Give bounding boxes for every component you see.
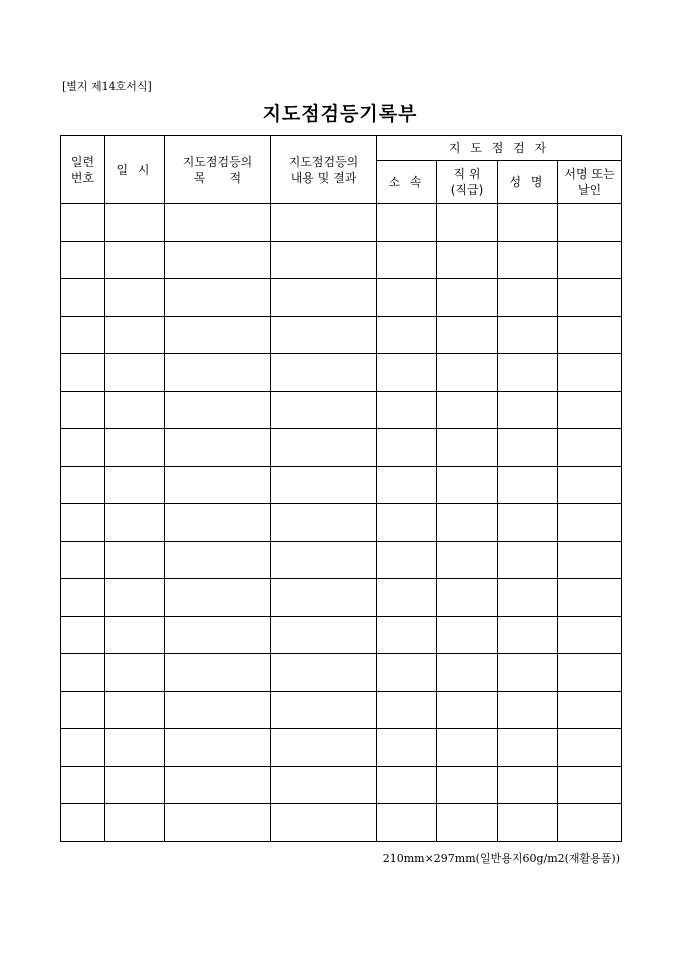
cell-affiliation	[377, 579, 437, 617]
cell-affiliation	[377, 804, 437, 842]
cell-content-result	[271, 279, 377, 317]
cell-position	[437, 616, 498, 654]
header-datetime	[105, 136, 165, 204]
cell-content-result	[271, 354, 377, 392]
cell-affiliation	[377, 429, 437, 467]
cell-affiliation	[377, 316, 437, 354]
cell-datetime	[105, 466, 165, 504]
header-affiliation	[377, 161, 437, 204]
cell-signature	[558, 654, 622, 692]
table-row	[61, 204, 622, 242]
cell-content-result	[271, 804, 377, 842]
header-content-result	[271, 136, 377, 204]
cell-affiliation	[377, 691, 437, 729]
cell-content-result	[271, 579, 377, 617]
cell-datetime	[105, 354, 165, 392]
header-signature-line2: 날인	[577, 183, 602, 197]
cell-position	[437, 804, 498, 842]
header-serial-number	[61, 136, 105, 204]
cell-serial-number	[61, 541, 105, 579]
cell-position	[437, 691, 498, 729]
cell-purpose	[165, 504, 271, 542]
cell-name	[498, 316, 558, 354]
cell-datetime	[105, 541, 165, 579]
cell-serial-number	[61, 241, 105, 279]
table-row	[61, 504, 622, 542]
cell-serial-number	[61, 316, 105, 354]
cell-content-result	[271, 616, 377, 654]
cell-datetime	[105, 279, 165, 317]
cell-serial-number	[61, 729, 105, 767]
header-signature	[558, 161, 622, 204]
cell-name	[498, 204, 558, 242]
cell-affiliation	[377, 466, 437, 504]
form-label: [별지 제14호서식]	[62, 80, 152, 93]
cell-purpose	[165, 354, 271, 392]
cell-signature	[558, 541, 622, 579]
header-signature-line1: 서명 또는	[564, 167, 615, 181]
cell-datetime	[105, 766, 165, 804]
table-body	[61, 204, 622, 842]
cell-purpose	[165, 391, 271, 429]
cell-content-result	[271, 729, 377, 767]
cell-name	[498, 766, 558, 804]
cell-purpose	[165, 579, 271, 617]
cell-position	[437, 504, 498, 542]
table-row	[61, 691, 622, 729]
table-row	[61, 654, 622, 692]
cell-name	[498, 691, 558, 729]
table-row	[61, 466, 622, 504]
cell-name	[498, 429, 558, 467]
cell-name	[498, 241, 558, 279]
cell-serial-number	[61, 504, 105, 542]
header-position	[437, 161, 498, 204]
cell-serial-number	[61, 354, 105, 392]
table-row	[61, 429, 622, 467]
cell-content-result	[271, 541, 377, 579]
cell-affiliation	[377, 616, 437, 654]
cell-purpose	[165, 804, 271, 842]
cell-datetime	[105, 729, 165, 767]
cell-purpose	[165, 279, 271, 317]
cell-datetime	[105, 691, 165, 729]
cell-position	[437, 579, 498, 617]
cell-content-result	[271, 654, 377, 692]
header-affiliation-label: 소 속	[388, 175, 425, 189]
header-serial-number-line1: 일련	[70, 154, 95, 169]
cell-signature	[558, 354, 622, 392]
table-row	[61, 354, 622, 392]
cell-datetime	[105, 204, 165, 242]
cell-serial-number	[61, 804, 105, 842]
table-row	[61, 804, 622, 842]
cell-name	[498, 466, 558, 504]
header-serial-number-line2: 번호	[70, 170, 95, 185]
cell-name	[498, 616, 558, 654]
cell-position	[437, 204, 498, 242]
cell-datetime	[105, 616, 165, 654]
cell-content-result	[271, 391, 377, 429]
cell-content-result	[271, 766, 377, 804]
cell-position	[437, 316, 498, 354]
table-row	[61, 541, 622, 579]
cell-affiliation	[377, 204, 437, 242]
table-row	[61, 316, 622, 354]
cell-signature	[558, 804, 622, 842]
header-name-label: 성 명	[509, 175, 546, 189]
cell-purpose	[165, 654, 271, 692]
inspection-record-table	[60, 135, 622, 842]
cell-content-result	[271, 429, 377, 467]
cell-position	[437, 354, 498, 392]
cell-signature	[558, 616, 622, 654]
cell-affiliation	[377, 766, 437, 804]
table-row	[61, 616, 622, 654]
paper-spec-note: 210mm×297mm(일반용지60g/m2(재활용품))	[382, 852, 620, 865]
cell-affiliation	[377, 654, 437, 692]
cell-content-result	[271, 204, 377, 242]
cell-datetime	[105, 241, 165, 279]
cell-name	[498, 804, 558, 842]
cell-content-result	[271, 691, 377, 729]
cell-position	[437, 466, 498, 504]
cell-position	[437, 729, 498, 767]
cell-purpose	[165, 204, 271, 242]
table-row	[61, 729, 622, 767]
cell-signature	[558, 391, 622, 429]
cell-serial-number	[61, 579, 105, 617]
cell-datetime	[105, 391, 165, 429]
cell-position	[437, 541, 498, 579]
cell-position	[437, 391, 498, 429]
cell-datetime	[105, 504, 165, 542]
header-purpose-line2: 목 적	[193, 170, 242, 185]
cell-name	[498, 541, 558, 579]
cell-datetime	[105, 804, 165, 842]
header-content-result-line2: 내용 및 결과	[290, 170, 357, 185]
cell-serial-number	[61, 766, 105, 804]
cell-affiliation	[377, 729, 437, 767]
header-content-result-line1: 지도점검등의	[288, 154, 359, 169]
cell-serial-number	[61, 391, 105, 429]
cell-purpose	[165, 316, 271, 354]
cell-signature	[558, 729, 622, 767]
table-row	[61, 766, 622, 804]
cell-content-result	[271, 504, 377, 542]
cell-serial-number	[61, 466, 105, 504]
cell-position	[437, 766, 498, 804]
table-row	[61, 241, 622, 279]
cell-affiliation	[377, 241, 437, 279]
cell-signature	[558, 766, 622, 804]
cell-position	[437, 654, 498, 692]
cell-signature	[558, 279, 622, 317]
cell-affiliation	[377, 391, 437, 429]
cell-signature	[558, 504, 622, 542]
cell-name	[498, 729, 558, 767]
cell-serial-number	[61, 691, 105, 729]
cell-serial-number	[61, 204, 105, 242]
header-inspector-group	[377, 136, 622, 161]
cell-signature	[558, 204, 622, 242]
table-row	[61, 279, 622, 317]
cell-signature	[558, 429, 622, 467]
cell-signature	[558, 691, 622, 729]
cell-name	[498, 504, 558, 542]
cell-purpose	[165, 616, 271, 654]
cell-name	[498, 354, 558, 392]
cell-affiliation	[377, 541, 437, 579]
cell-name	[498, 279, 558, 317]
cell-purpose	[165, 729, 271, 767]
cell-serial-number	[61, 279, 105, 317]
cell-affiliation	[377, 354, 437, 392]
cell-content-result	[271, 316, 377, 354]
cell-datetime	[105, 429, 165, 467]
table-row	[61, 579, 622, 617]
cell-signature	[558, 579, 622, 617]
cell-position	[437, 279, 498, 317]
cell-signature	[558, 241, 622, 279]
cell-affiliation	[377, 279, 437, 317]
header-inspector-group-label: 지 도 점 검 자	[448, 141, 550, 155]
cell-signature	[558, 466, 622, 504]
cell-content-result	[271, 466, 377, 504]
cell-name	[498, 579, 558, 617]
header-datetime-label: 일 시	[116, 162, 153, 177]
cell-serial-number	[61, 429, 105, 467]
header-purpose	[165, 136, 271, 204]
cell-datetime	[105, 579, 165, 617]
cell-serial-number	[61, 654, 105, 692]
header-position-line2: (직급)	[450, 183, 484, 197]
table-row	[61, 391, 622, 429]
cell-purpose	[165, 541, 271, 579]
cell-datetime	[105, 316, 165, 354]
document-title: 지도점검등기록부	[262, 103, 418, 125]
cell-datetime	[105, 654, 165, 692]
cell-purpose	[165, 766, 271, 804]
cell-signature	[558, 316, 622, 354]
header-name	[498, 161, 558, 204]
cell-content-result	[271, 241, 377, 279]
cell-position	[437, 429, 498, 467]
cell-position	[437, 241, 498, 279]
cell-purpose	[165, 241, 271, 279]
cell-purpose	[165, 691, 271, 729]
header-position-line1: 직 위	[453, 167, 481, 181]
cell-purpose	[165, 466, 271, 504]
cell-affiliation	[377, 504, 437, 542]
cell-purpose	[165, 429, 271, 467]
header-purpose-line1: 지도점검등의	[182, 154, 253, 169]
cell-name	[498, 391, 558, 429]
cell-serial-number	[61, 616, 105, 654]
cell-name	[498, 654, 558, 692]
